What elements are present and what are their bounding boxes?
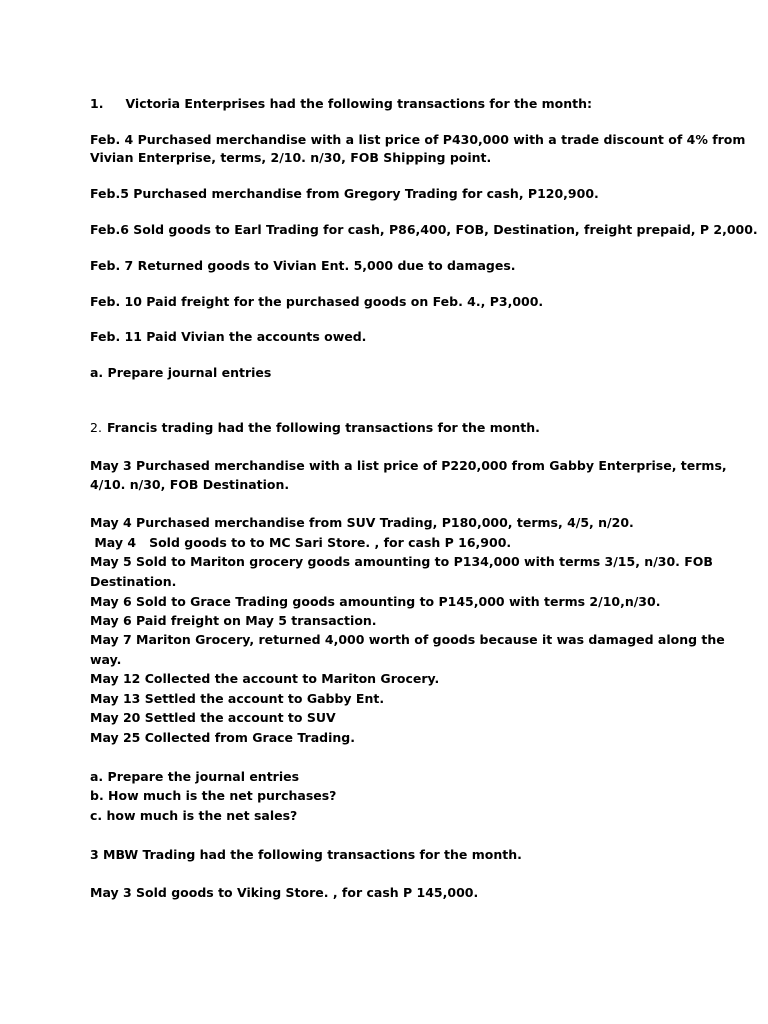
q2-transaction-may5-line1: May 5 Sold to Mariton grocery goods amounting to P134,000 with terms 3/15, n/30. FOB: [90, 554, 713, 569]
q2-transaction-may5-line2: Destination.: [90, 574, 177, 589]
q1-task-a: a. Prepare journal entries: [90, 365, 272, 380]
q2-transaction-may12: May 12 Collected the account to Mariton Grocery.: [90, 671, 440, 686]
q1-transaction-feb6: Feb.6 Sold goods to Earl Trading for cash, P86,400, FOB, Destination, freight prepaid, P 2,000.: [90, 222, 758, 237]
q1-transaction-feb7: Feb. 7 Returned goods to Vivian Ent. 5,000 due to damages.: [90, 258, 516, 273]
q1-transaction-feb10: Feb. 10 Paid freight for the purchased goods on Feb. 4., P3,000.: [90, 294, 544, 309]
q2-number: 2.: [90, 420, 102, 435]
q2-transaction-may6-sale: May 6 Sold to Grace Trading goods amounting to P145,000 with terms 2/10,n/30.: [90, 594, 661, 609]
q1-heading-text: Victoria Enterprises had the following transactions for the month:: [125, 96, 593, 111]
q2-transaction-may4-sale: May 4 Sold goods to to MC Sari Store. , for cash P 16,900.: [90, 535, 512, 550]
q2-task-a: a. Prepare the journal entries: [90, 769, 300, 784]
q2-transaction-may20: May 20 Settled the account to SUV: [90, 710, 336, 725]
q1-transaction-feb11: Feb. 11 Paid Vivian the accounts owed.: [90, 329, 367, 344]
q2-task-b: b. How much is the net purchases?: [90, 788, 337, 803]
q2-transaction-may7-line2: way.: [90, 652, 122, 667]
q2-transaction-may4-purchase: May 4 Purchased merchandise from SUV Trading, P180,000, terms, 4/5, n/20.: [90, 515, 634, 530]
q1-transaction-feb4-line1: Feb. 4 Purchased merchandise with a list price of P430,000 with a trade discount of 4% from: [90, 132, 746, 147]
q2-transaction-may7-line1: May 7 Mariton Grocery, returned 4,000 worth of goods because it was damaged along the: [90, 632, 725, 647]
q1-transaction-feb4-line2: Vivian Enterprise, terms, 2/10. n/30, FOB Shipping point.: [90, 150, 492, 165]
q2-heading: [90, 418, 540, 437]
q2-transaction-may3-line2: 4/10. n/30, FOB Destination.: [90, 477, 290, 492]
q3-heading: 3 MBW Trading had the following transactions for the month.: [90, 847, 522, 862]
q2-transaction-may3-line1: May 3 Purchased merchandise with a list price of P220,000 from Gabby Enterprise, terms,: [90, 458, 727, 473]
q2-transaction-may25: May 25 Collected from Grace Trading.: [90, 730, 355, 745]
q1-transaction-feb5: Feb.5 Purchased merchandise from Gregory Trading for cash, P120,900.: [90, 186, 599, 201]
q1-heading: [90, 94, 592, 113]
q2-transaction-may13: May 13 Settled the account to Gabby Ent.: [90, 691, 385, 706]
q2-task-c: c. how much is the net sales?: [90, 808, 298, 823]
q2-transaction-may6-freight: May 6 Paid freight on May 5 transaction.: [90, 613, 377, 628]
q3-transaction-may3: May 3 Sold goods to Viking Store. , for cash P 145,000.: [90, 885, 479, 900]
q2-heading-text: Francis trading had the following transactions for the month.: [106, 420, 540, 435]
q1-number: 1.: [90, 96, 104, 111]
